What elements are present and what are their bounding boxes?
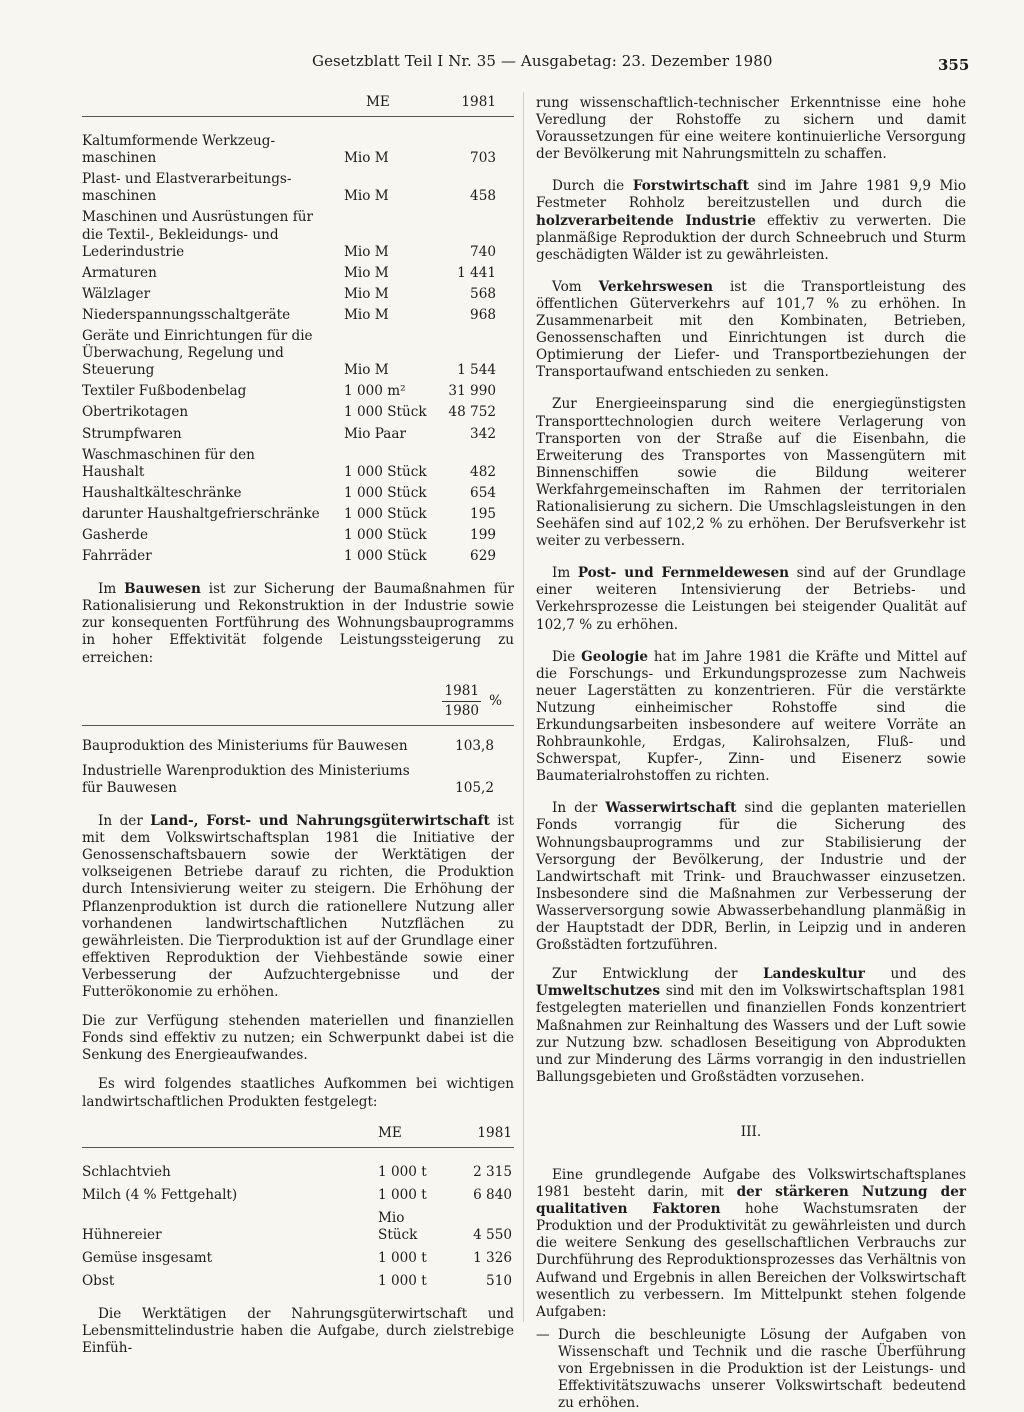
wasser-paragraph <box>536 800 966 954</box>
table-row <box>82 755 514 797</box>
table-row <box>82 422 514 443</box>
table-cell-name: Bauproduktion des Ministeriums für Bauwesen <box>82 737 408 754</box>
table-cell-value: 31 990 <box>448 383 496 400</box>
landeskultur-paragraph <box>536 966 966 1086</box>
table-cell-name: Strumpfwaren <box>82 425 182 442</box>
table-cell-unit: Mio Paar <box>344 425 407 442</box>
table-cell-value: 458 <box>470 188 496 205</box>
fraction-numerator: 1981 <box>442 683 481 702</box>
table-cell-unit: 1 000 Stück <box>344 463 427 480</box>
page-header <box>0 52 1024 74</box>
post-a: Im <box>552 565 571 582</box>
verkehr-paragraph <box>536 279 966 382</box>
table-row <box>82 1181 514 1204</box>
list-item-text: Durch die beschleunigte Lösung der Aufgaben von Wissenschaft und Technik und die rasche Überführung von Ergebnissen in die Produktion ist der Leistungs- und Effektivitätszuwachs unserer Volkswirtschaft bedeutend zu erhöhen. <box>558 1326 966 1412</box>
wasser-keyword: Wasserwirtschaft <box>605 800 737 817</box>
table-cell-unit: 1 000 Stück <box>344 505 427 522</box>
table-cell-name: Gemüse insgesamt <box>82 1250 213 1267</box>
table-cell-name: Waschmaschinen für den Haushalt <box>82 446 255 480</box>
table-cell-value: 568 <box>470 285 496 302</box>
table-row <box>82 544 514 565</box>
land-text: ist mit dem Volkswirtschaftsplan 1981 die Initiative der Genossenschaftsbauern sowie der Werktätigen der volkseigenen Betriebe darauf zu richten, die Produktion durch Intensivierung weiter zu steigern. Die Erhöhung der Pflanzenproduktion ist durch die rationellere Nutzung aller vorhandenen landwirtschaftlichen Nutzflächen zu gewährleisten. Die Tierproduktion ist auf der Grundlage einer effektiven Reproduktion der Viehbestände sowie einer Verbesserung der Aufzuchtergebnisse und der Futterökonomie zu erhöhen. <box>82 813 515 1001</box>
table-cell-value: 2 315 <box>473 1163 512 1180</box>
ratio-fraction <box>442 683 481 720</box>
bauwesen-intro: Im <box>98 581 117 598</box>
table-cell-value: 968 <box>470 306 496 323</box>
verkehr-b: ist die Transportleistung des öffentlichen Güterverkehrs auf 101,7 % zu erhöhen. In Zusammenarbeit mit den Kombinaten, Betrieben, Genossenschaften und Einrichtungen ist durch die Optimierung der Liefer- und Transportbeziehungen der Transportaufwand entschieden zu senken. <box>536 278 966 381</box>
holz-keyword: holzverarbeitende Industrie <box>536 212 756 229</box>
table-cell-unit: Mio Stück <box>378 1209 418 1243</box>
table-cell-name: Maschinen und Ausrüstungen für die Textil-, Bekleidungs- und Lederindustrie <box>82 209 313 260</box>
left-tail-paragraph: Die Werktätigen der Nahrungsgüterwirtschaft und Lebensmittelindustrie haben die Aufgabe, durch zielstrebige Einfüh- <box>82 1306 514 1357</box>
geologie-keyword: Geologie <box>581 648 649 665</box>
table-cell-name: Haushaltkälteschränke <box>82 484 242 501</box>
table-row <box>82 167 514 205</box>
table-row <box>82 502 514 523</box>
table-row <box>82 1267 514 1290</box>
table-cell-unit: Mio M <box>344 188 389 205</box>
continuation-paragraph: rung wissenschaftlich-technischer Erkenntnisse eine hohe Veredlung der Rohstoffe zu sichern und damit Voraussetzungen für eine weitere kontinuierliche Versorgung der Bevölkerung mit Nahrungsmitteln zu schaffen. <box>536 95 966 163</box>
page-number: 355 <box>938 56 970 74</box>
dash-marker: — <box>536 1326 550 1343</box>
land-intro: In der <box>98 813 143 830</box>
table-cell-unit: Mio M <box>344 150 389 167</box>
table-cell-name: darunter Haushaltgefrierschränke <box>82 505 320 522</box>
landeskultur-c: sind mit den im Volkswirtschaftsplan 1981 festgelegten materiellen und finanziellen Fonds konzentriert Maßnahmen zur Reinhaltung des Wassers und der Luft sowie zur Nutzung bzw. schadlosen Beseitigung von Abprodukten und zur Minderung des Lärms vorrangig in den industriellen Ballungsgebieten und Großstädten vorzusehen. <box>536 983 966 1085</box>
land-keyword: Land-, Forst- und Nahrungsgüterwirtschaft <box>150 813 490 830</box>
table-row <box>82 725 514 755</box>
landeskultur-a: Zur Entwicklung der <box>552 966 738 983</box>
right-column <box>536 95 966 1412</box>
table-cell-value: 4 550 <box>473 1226 512 1243</box>
table-cell-unit: 1 000 Stück <box>344 484 427 501</box>
agri-table <box>82 1123 514 1291</box>
table-row <box>82 1204 514 1244</box>
table-cell-value: 740 <box>470 243 496 260</box>
table-cell-name: Kaltumformende Werkzeug- maschinen <box>82 133 276 167</box>
table-cell-value: 342 <box>470 425 496 442</box>
industry-table <box>82 92 514 565</box>
section-heading: III. <box>740 1123 762 1140</box>
table-cell-value: 654 <box>470 484 496 501</box>
table-row <box>82 303 514 324</box>
list-item <box>536 1327 966 1412</box>
table-cell-value: 510 <box>486 1273 512 1290</box>
table-cell-unit: Mio M <box>344 264 389 281</box>
table-cell-name: Obertrikotagen <box>82 404 189 421</box>
table-cell-name: Schlachtvieh <box>82 1163 171 1180</box>
table-cell-unit: 1 000 t <box>378 1163 427 1180</box>
table-cell-value: 6 840 <box>473 1186 512 1203</box>
geologie-b: hat im Jahre 1981 die Kräfte und Mittel auf die Forschungs- und Erkundungsprozesse zum Nachweis neuer Lagerstätten zu konzentrieren. Für die verstärkte Nutzung einheimischer Rohstoffe sind die Erkundungsarbeiten insbesondere auf weitere Vorräte an Rohbraunkohle, Erdgas, Kalirohsalzen, Fluß- und Schwerspat, Kupfer-, Zinn- und Eisenerz sowie Baumaterialrohstoffen zu richten. <box>536 648 966 785</box>
table-row <box>82 282 514 303</box>
forst-c: effektiv zu verwerten. Die planmäßige Reproduktion der durch Schneebruch und Sturm geschädigten Wälder ist zu gewährleisten. <box>536 212 966 263</box>
bauwesen-text: ist zur Sicherung der Baumaßnahmen für Rationalisierung und Rekonstruktion in der Industrie sowie zur konsequenten Fortführung des Wohnungsbauprogramms in hoher Effektivität folgende Leistungssteigerung zu erreichen: <box>82 581 515 666</box>
forst-paragraph <box>536 178 966 263</box>
forst-a: Durch die <box>552 178 625 195</box>
table-cell-value: 1 326 <box>473 1250 512 1267</box>
wasser-a: In der <box>552 800 598 817</box>
table-cell-unit: 1 000 Stück <box>344 404 427 421</box>
table-cell-value: 703 <box>470 150 496 167</box>
table-cell-unit: Mio M <box>344 285 389 302</box>
header-title: Gesetzblatt Teil I Nr. 35 — Ausgabetag: 23. Dezember 1980 <box>312 52 773 70</box>
percent-sign: % <box>489 692 502 709</box>
table-row <box>82 481 514 502</box>
table-row <box>82 400 514 421</box>
table-cell-value: 629 <box>470 548 496 565</box>
table-cell-name: Fahrräder <box>82 548 152 565</box>
table-cell-unit: Mio M <box>344 362 389 379</box>
table-cell-name: Textiler Fußbodenbelag <box>82 383 247 400</box>
table1-unit-header: ME <box>340 92 440 117</box>
table-cell-name: Niederspannungsschaltgeräte <box>82 306 291 323</box>
table-cell-value: 105,2 <box>455 780 494 796</box>
table-row <box>82 324 514 379</box>
table-cell-value: 1 441 <box>457 264 496 281</box>
grund-paragraph <box>536 1167 966 1321</box>
table-row <box>82 379 514 400</box>
verkehr-a: Vom <box>552 278 582 295</box>
table-cell-value: 103,8 <box>455 737 494 754</box>
table-cell-unit: 1 000 t <box>378 1250 427 1267</box>
post-keyword: Post- und Fernmeldewesen <box>577 565 790 582</box>
bauwesen-paragraph <box>82 581 514 666</box>
bauwesen-keyword: Bauwesen <box>124 581 201 598</box>
table-cell-unit: 1 000 Stück <box>344 548 427 565</box>
table-row <box>82 205 514 260</box>
umweltschutz-keyword: Umweltschutzes <box>536 983 661 1000</box>
grund-b: hohe Wachstumsraten der Produktion und der Produktivität zu gewährleisten und durch die weitere Senkung des gesellschaftlichen Verbrauchs zur Durchführung des Reproduktionsprozesses das Verhältnis von Aufwand und Ergebnis in allen Bereichen der Volkswirtschaft wesentlich zu verbessern. Im Mittelpunkt stehen folgende Aufgaben: <box>536 1201 967 1320</box>
landeskultur-b: und des <box>890 966 966 983</box>
table-row <box>82 523 514 544</box>
aufkommen-paragraph: Es wird folgendes staatliches Aufkommen bei wichtigen landwirtschaftlichen Produkten festgelegt: <box>82 1076 514 1110</box>
table-cell-name: Armaturen <box>82 264 157 281</box>
table1-year-header: 1981 <box>440 92 514 117</box>
forst-keyword: Forstwirtschaft <box>632 178 749 195</box>
table-row <box>82 261 514 282</box>
table2-unit-header: ME <box>352 1123 444 1148</box>
fraction-denominator: 1980 <box>444 702 480 719</box>
wasser-b: sind die geplanten materiellen Fonds vorrangig für die Sicherung des Wohnungsbauprogramms und zur Stabilisierung der Versorgung der Bevölkerung, der Industrie und der Landwirtschaft mit Trink- und Brauchwasser einzusetzen. Insbesondere sind die Maßnahmen zur Verbesserung der Wasserversorgung sowie Abwasserbehandlung planmäßig in der Hauptstadt der DDR, Berlin, in Leipzig und in anderen Großstädten fortzuführen. <box>536 800 966 954</box>
grund-keyword: der stärkeren Nutzung der qualitativen Faktoren <box>536 1184 967 1218</box>
table-cell-name: Industrielle Warenproduktion des Ministeriums für Bauwesen <box>82 762 410 796</box>
left-column <box>82 92 514 1358</box>
table-cell-name: Geräte und Einrichtungen für die Überwachung, Regelung und Steuerung <box>82 328 313 379</box>
table-cell-name: Milch (4 % Fettgehalt) <box>82 1186 238 1203</box>
geologie-a: Die <box>552 648 576 665</box>
table-cell-name: Gasherde <box>82 526 148 543</box>
fonds-paragraph: Die zur Verfügung stehenden materiellen und finanziellen Fonds sind effektiv zu nutzen; ein Schwerpunkt dabei ist die Senkung des Energieaufwandes. <box>82 1013 514 1064</box>
table-cell-value: 195 <box>470 505 496 522</box>
geologie-paragraph <box>536 649 966 786</box>
bauwesen-table <box>82 681 514 797</box>
table-cell-unit: Mio M <box>344 243 389 260</box>
table-cell-name: Wälzlager <box>82 285 151 302</box>
energie-paragraph: Zur Energieeinsparung sind die energiegünstigsten Transporttechnologien durch weitere Verlagerung von Transporten von der Straße auf die Eisenbahn, die Erweiterung des Transportes von Massengütern mit Binnenschiffen sowie die Bildung weiterer Werkfahrgemeinschaften im Rahmen der territorialen Rationalisierung zu sichern. Die Umschlagsleistungen in den Seehäfen sind auf 102,2 % zu erhöhen. Der Berufsverkehr ist weiter zu verbessern. <box>536 396 966 550</box>
table-cell-value: 482 <box>470 463 496 480</box>
landeskultur-keyword: Landeskultur <box>763 966 865 983</box>
table-cell-value: 48 752 <box>448 404 496 421</box>
table-cell-name: Hühnereier <box>82 1226 162 1243</box>
land-paragraph <box>82 813 514 1001</box>
table-row <box>82 1244 514 1267</box>
table-row <box>82 443 514 481</box>
grund-a: Eine grundlegende Aufgabe des Volkswirtschaftsplanes 1981 besteht darin, mit <box>536 1166 966 1201</box>
post-paragraph <box>536 565 966 633</box>
table2-year-header: 1981 <box>444 1123 514 1148</box>
table-row <box>82 1147 514 1181</box>
table-cell-unit: 1 000 t <box>378 1273 427 1290</box>
table-cell-value: 1 544 <box>457 362 496 379</box>
table-cell-name: Plast- und Elastverarbeitungs- maschinen <box>82 171 292 205</box>
post-b: sind auf der Grundlage einer weiteren Intensivierung der Betriebs- und Verkehrsprozesse die Leistungen bei steigender Qualität auf 102,7 % zu erhöhen. <box>536 565 966 633</box>
column-divider <box>523 92 524 1322</box>
table-cell-unit: 1 000 Stück <box>344 526 427 543</box>
table-cell-name: Obst <box>82 1273 115 1290</box>
table-cell-unit: 1 000 m² <box>344 383 406 400</box>
table-cell-unit: Mio M <box>344 306 389 323</box>
forst-b: sind im Jahre 1981 9,9 Mio Festmeter Rohholz bereitzustellen und durch die <box>536 178 967 212</box>
table-cell-unit: 1 000 t <box>378 1186 427 1203</box>
table-row <box>82 117 514 168</box>
table-cell-value: 199 <box>470 526 496 543</box>
verkehr-keyword: Verkehrswesen <box>598 278 714 295</box>
